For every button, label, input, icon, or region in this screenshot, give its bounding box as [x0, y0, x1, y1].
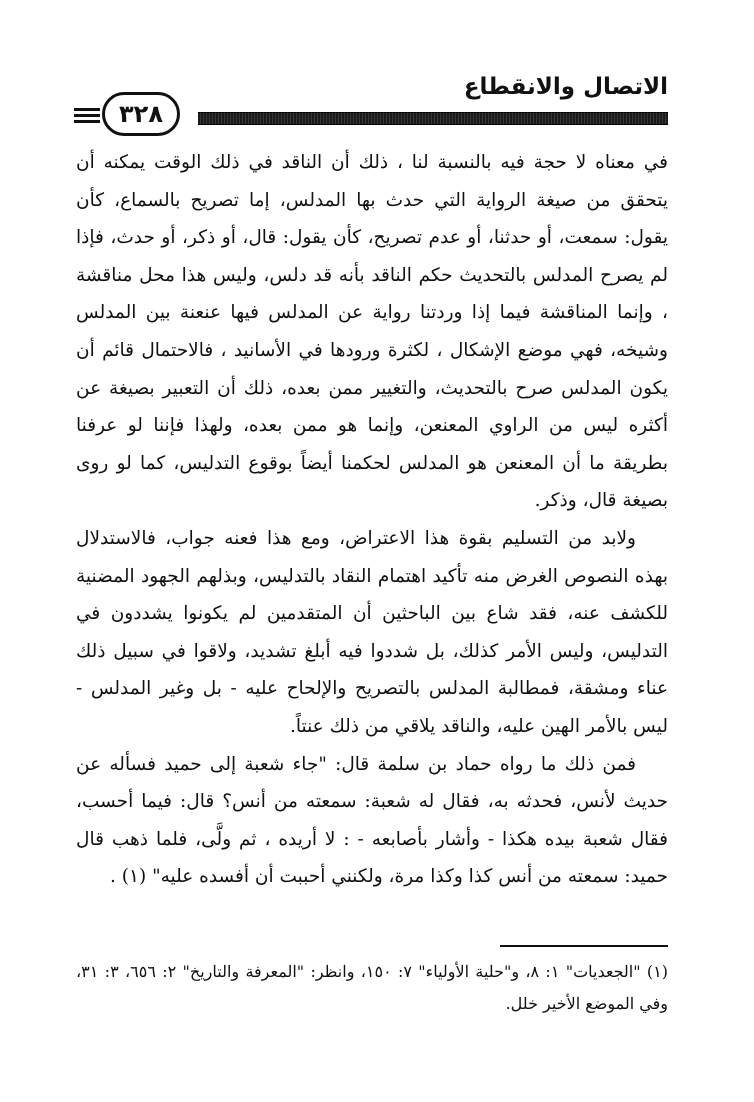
paragraph: في معناه لا حجة فيه بالنسبة لنا ، ذلك أن الناقد في ذلك الوقت يمكنه أن يتحقق من صيغة الرواية التي حدث بها المدلس، إما تصريح بالسماع، كأن يقول: سمعت، أو حدثنا، أو عدم تصريح، كأن يقول: قال، أو ذكر، أو حدث، فإذا لم يصرح المدلس بالتحديث حكم الناقد بأنه قد دلس، وليس هذا محل مناقشة ، وإنما المناقشة فيما إذا وردتنا رواية عن المدلس فيها عنعنة بين المدلس وشيخه، فهي موضع الإشكال ، لكثرة ورودها في الأسانيد ، فالاحتمال قائم أن يكون المدلس صرح بالتحديث، والتغيير ممن بعده، ذلك أن التعبير بصيغة عن أكثره ليس من الراوي المعنعن، وإنما هو ممن بعده، ولهذا فإننا لو عرفنا بطريقة ما أن المعنعن هو المدلس لحكمنا أيضاً بوقوع التدليس، كما لو روى بصيغة قال، وذكر. — [76, 152, 668, 512]
footnotes — [76, 956, 668, 1020]
running-title: الاتصال والانقطاع — [463, 74, 668, 100]
main-text — [76, 144, 668, 896]
footnote-separator — [500, 945, 668, 947]
paragraph: ولابد من التسليم بقوة هذا الاعتراض، ومع هذا فعنه جواب، فالاستدلال بهذه النصوص الغرض منه تأكيد اهتمام النقاد بالتدليس، وبذلهم الجهود المضنية للكشف عنه، فقد شاع بين الباحثين أن المتقدمين لم يكونوا يشددون في التدليس، وليس الأمر كذلك، بل شددوا فيه أبلغ تشديد، ولاقوا في سبيل ذلك عناء ومشقة، فمطالبة المدلس بالتصريح والإلحاح عليه - بل وغير المدلس - ليس بالأمر الهين عليه، والناقد يلاقي من ذلك عنتاً. — [76, 527, 668, 737]
footnote: (١) "الجعديات" ١: ٨، و"حلية الأولياء" ٧: ١٥٠، وانظر: "المعرفة والتاريخ" ٢: ٦٥٦، ٣: ٣١، وفي الموضع الأخير خلل. — [76, 962, 669, 1013]
header-rule-left — [74, 114, 100, 117]
header-rule-left — [74, 108, 100, 111]
header-rule-left — [74, 120, 100, 123]
page-number-badge — [102, 92, 180, 136]
header-rule — [198, 112, 668, 125]
page-number: ٣٢٨ — [119, 100, 163, 128]
paragraph: فمن ذلك ما رواه حماد بن سلمة قال: "جاء شعبة إلى حميد فسأله عن حديث لأنس، فحدثه به، فقال له شعبة: سمعته من أنس؟ قال: فيما أحسب، فقال شعبة بيده هكذا - وأشار بأصابعه - : لا أريده ، ثم ولَّى، فلما ذهب قال حميد: سمعته من أنس كذا وكذا مرة، ولكنني أحببت أن أفسده عليه" (١) . — [76, 753, 668, 888]
